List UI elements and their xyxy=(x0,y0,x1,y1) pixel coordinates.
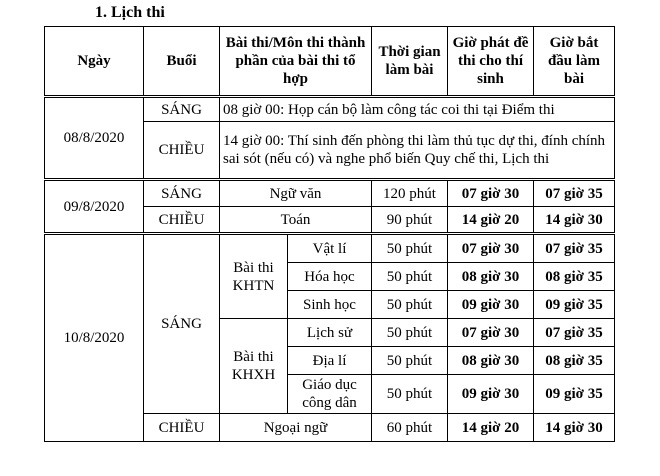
subject-cell: Giáo dục công dân xyxy=(288,375,372,414)
subject-cell: Sinh học xyxy=(288,291,372,319)
group-cell: Bài thi KHXH xyxy=(220,319,288,414)
start-time-cell: 14 giờ 30 xyxy=(534,414,615,442)
duration-cell: 50 phút xyxy=(372,234,448,263)
note-cell: 08 giờ 00: Họp cán bộ làm công tác coi thi tại Điểm thi xyxy=(220,97,615,122)
paper-time-cell: 09 giờ 30 xyxy=(448,375,534,414)
start-time-cell: 08 giờ 35 xyxy=(534,263,615,291)
date-cell: 08/8/2020 xyxy=(45,97,144,180)
subject-cell: Ngoại ngữ xyxy=(220,414,372,442)
subject-cell: Vật lí xyxy=(288,234,372,263)
header-duration: Thời gian làm bài xyxy=(372,27,448,97)
duration-cell: 90 phút xyxy=(372,207,448,234)
start-time-cell: 09 giờ 35 xyxy=(534,375,615,414)
section-heading: 1. Lịch thi xyxy=(95,4,165,21)
header-row xyxy=(45,27,615,97)
subject-cell: Toán xyxy=(220,207,372,234)
paper-time-cell: 07 giờ 30 xyxy=(448,180,534,207)
session-cell: CHIỀU xyxy=(144,207,220,234)
duration-cell: 50 phút xyxy=(372,263,448,291)
start-time-cell: 14 giờ 30 xyxy=(534,207,615,234)
session-cell: SÁNG xyxy=(144,234,220,414)
subject-cell: Ngữ văn xyxy=(220,180,372,207)
header-session: Buổi xyxy=(144,27,220,97)
header-subject: Bài thi/Môn thi thành phần của bài thi tổ hợp xyxy=(220,27,372,97)
subject-cell: Hóa học xyxy=(288,263,372,291)
duration-cell: 50 phút xyxy=(372,375,448,414)
exam-schedule-table xyxy=(44,26,615,442)
paper-time-cell: 07 giờ 30 xyxy=(448,319,534,347)
paper-time-cell: 08 giờ 30 xyxy=(448,347,534,375)
duration-cell: 50 phút xyxy=(372,319,448,347)
header-day: Ngày xyxy=(45,27,144,97)
table-row xyxy=(45,97,615,122)
session-cell: SÁNG xyxy=(144,97,220,122)
header-paper-time: Giờ phát đề thi cho thí sinh xyxy=(448,27,534,97)
header-start-time: Giờ bắt đầu làm bài xyxy=(534,27,615,97)
duration-cell: 120 phút xyxy=(372,180,448,207)
table-row xyxy=(45,234,615,263)
subject-cell: Địa lí xyxy=(288,347,372,375)
start-time-cell: 07 giờ 35 xyxy=(534,234,615,263)
date-cell: 09/8/2020 xyxy=(45,180,144,234)
duration-cell: 50 phút xyxy=(372,291,448,319)
note-cell: 14 giờ 00: Thí sinh đến phòng thi làm thủ tục dự thi, đính chính sai sót (nếu có) và nghe phổ biến Quy chế thi, Lịch thi xyxy=(220,122,615,180)
session-cell: SÁNG xyxy=(144,180,220,207)
paper-time-cell: 14 giờ 20 xyxy=(448,414,534,442)
table-row xyxy=(45,180,615,207)
duration-cell: 50 phút xyxy=(372,347,448,375)
paper-time-cell: 07 giờ 30 xyxy=(448,234,534,263)
start-time-cell: 09 giờ 35 xyxy=(534,291,615,319)
paper-time-cell: 08 giờ 30 xyxy=(448,263,534,291)
session-cell: CHIỀU xyxy=(144,414,220,442)
subject-cell: Lịch sử xyxy=(288,319,372,347)
date-cell: 10/8/2020 xyxy=(45,234,144,442)
start-time-cell: 07 giờ 35 xyxy=(534,319,615,347)
start-time-cell: 08 giờ 35 xyxy=(534,347,615,375)
paper-time-cell: 14 giờ 20 xyxy=(448,207,534,234)
duration-cell: 60 phút xyxy=(372,414,448,442)
paper-time-cell: 09 giờ 30 xyxy=(448,291,534,319)
session-cell: CHIỀU xyxy=(144,122,220,180)
start-time-cell: 07 giờ 35 xyxy=(534,180,615,207)
group-cell: Bài thi KHTN xyxy=(220,234,288,319)
